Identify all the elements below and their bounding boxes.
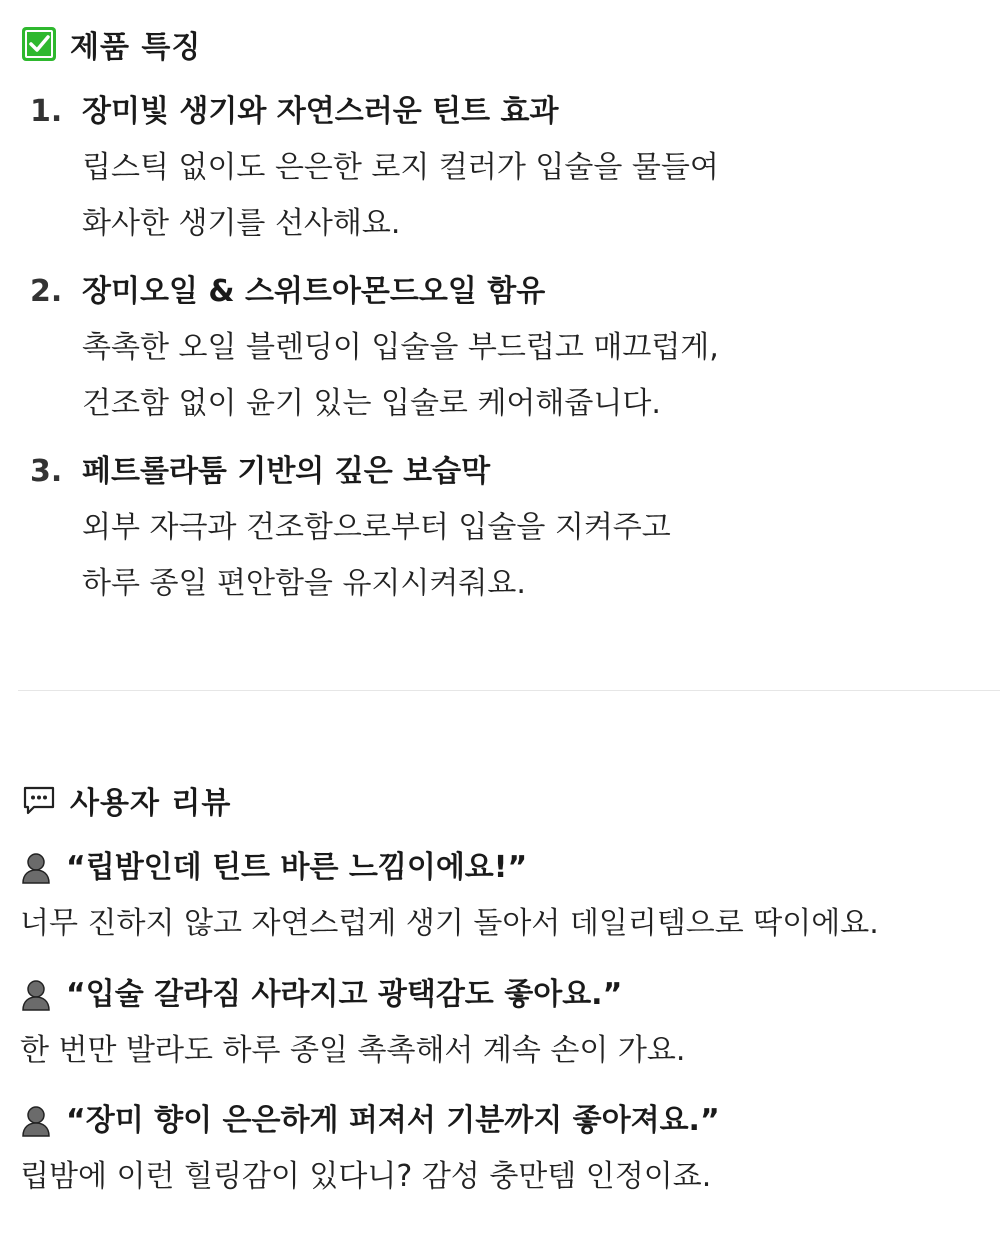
review-item [20, 1101, 980, 1197]
feature-description: 하루 종일 편안함을 유지시켜줘요. [82, 566, 526, 601]
review-item [20, 848, 980, 944]
feature-title: 장미빛 생기와 자연스러운 틴트 효과 [82, 94, 559, 129]
feature-item [30, 452, 930, 604]
review-item [20, 975, 980, 1071]
feature-description: 립스틱 없이도 은은한 로지 컬러가 입술을 물들여 [82, 150, 719, 185]
features-heading [22, 22, 201, 66]
features-title: 제품 특징 [70, 30, 202, 65]
feature-description: 화사한 생기를 선사해요. [82, 206, 401, 241]
feature-number: 2. [30, 274, 63, 309]
reviews-heading [22, 778, 231, 822]
reviews-title: 사용자 리뷰 [70, 786, 232, 821]
feature-description: 외부 자극과 건조함으로부터 입술을 지켜주고 [82, 510, 671, 545]
review-body: 너무 진하지 않고 자연스럽게 생기 돌아서 데일리템으로 딱이에요. [20, 906, 879, 941]
feature-description: 촉촉한 오일 블렌딩이 입술을 부드럽고 매끄럽게, [82, 330, 719, 365]
feature-item [30, 272, 930, 424]
person-icon [20, 851, 52, 885]
feature-title: 페트롤라툼 기반의 깊은 보습막 [82, 454, 491, 489]
feature-description: 건조함 없이 윤기 있는 입술로 케어해줍니다. [82, 386, 661, 421]
feature-title: 장미오일 & 스위트아몬드오일 함유 [82, 274, 546, 309]
review-body: 한 번만 발라도 하루 종일 촉촉해서 계속 손이 가요. [20, 1033, 686, 1068]
review-body: 립밤에 이런 힐링감이 있다니? 감성 충만템 인정이죠. [20, 1159, 712, 1194]
feature-number: 1. [30, 94, 63, 129]
feature-item [30, 92, 930, 244]
review-quote: “장미 향이 은은하게 퍼져서 기분까지 좋아져요.” [66, 1103, 720, 1138]
person-icon [20, 1104, 52, 1138]
review-quote: “립밤인데 틴트 바른 느낌이에요!” [66, 850, 528, 885]
person-icon [20, 978, 52, 1012]
section-divider [18, 690, 1000, 691]
check-box-icon [22, 27, 56, 61]
speech-bubble-icon [22, 783, 56, 817]
review-quote: “입술 갈라짐 사라지고 광택감도 좋아요.” [66, 977, 623, 1012]
feature-number: 3. [30, 454, 63, 489]
